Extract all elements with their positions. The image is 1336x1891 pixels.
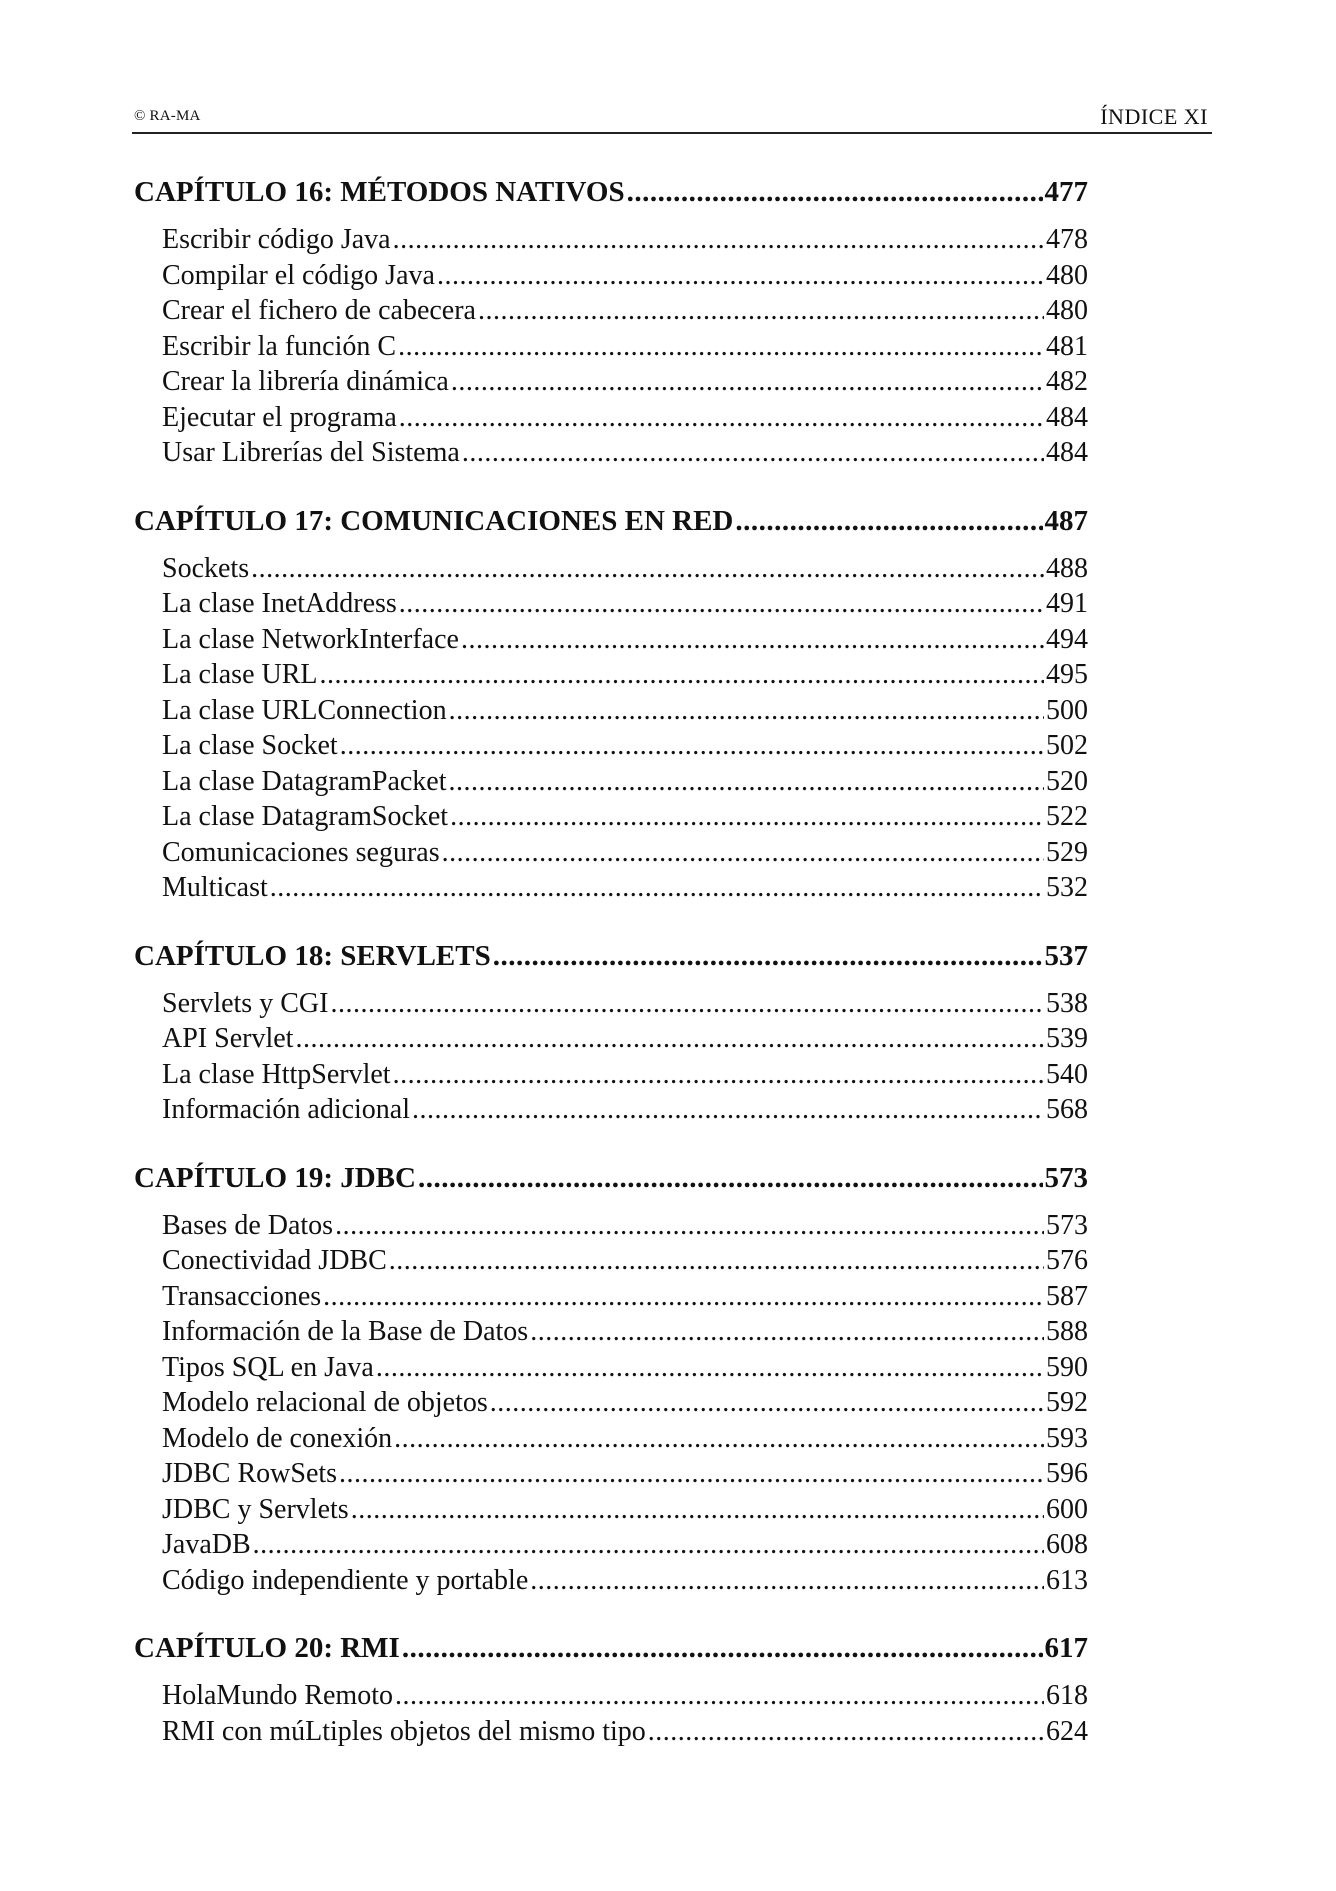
toc-entry[interactable] bbox=[162, 728, 1088, 764]
entry-title: API Servlet bbox=[162, 1023, 294, 1054]
chapter-section bbox=[134, 936, 1088, 1128]
toc-entry[interactable] bbox=[162, 435, 1088, 471]
chapter-section bbox=[134, 1158, 1088, 1599]
chapter-section bbox=[134, 1628, 1088, 1749]
toc-entry[interactable] bbox=[162, 835, 1088, 871]
toc-entry[interactable] bbox=[162, 1021, 1088, 1057]
dot-leader bbox=[402, 1628, 1043, 1668]
entry-page-number: 480 bbox=[1046, 295, 1088, 326]
entry-title: Sockets bbox=[162, 552, 250, 584]
toc-entry[interactable] bbox=[162, 870, 1088, 906]
entry-page-number: 480 bbox=[1046, 259, 1088, 291]
toc-entry[interactable] bbox=[162, 1385, 1088, 1421]
chapter-page-number: 617 bbox=[1044, 1632, 1088, 1664]
entry-page-number: 624 bbox=[1046, 1715, 1088, 1747]
entry-title: Crear la librería dinámica bbox=[162, 366, 449, 397]
entry-title: Transacciones bbox=[162, 1280, 322, 1312]
entry-title: Información de la Base de Datos bbox=[162, 1316, 529, 1347]
toc-entry[interactable] bbox=[162, 693, 1088, 729]
toc-entry[interactable] bbox=[162, 1243, 1088, 1279]
dot-leader bbox=[412, 1092, 1044, 1128]
running-title: ÍNDICE XI bbox=[1100, 104, 1208, 129]
dot-leader bbox=[253, 1527, 1044, 1563]
entry-page-number: 522 bbox=[1046, 801, 1088, 832]
chapter-heading[interactable] bbox=[134, 172, 1088, 212]
entry-page-number: 592 bbox=[1046, 1387, 1088, 1418]
dot-leader bbox=[398, 329, 1044, 365]
entry-page-number: 495 bbox=[1046, 659, 1088, 690]
entry-title: Conectividad JDBC bbox=[162, 1245, 387, 1276]
entry-title: Escribir código Java bbox=[162, 224, 391, 255]
entry-page-number: 484 bbox=[1046, 437, 1088, 468]
entry-page-number: 613 bbox=[1046, 1564, 1088, 1596]
toc-entry[interactable] bbox=[162, 586, 1088, 622]
entry-page-number: 539 bbox=[1046, 1023, 1088, 1054]
toc-entry[interactable] bbox=[162, 1208, 1088, 1244]
chapter-heading[interactable] bbox=[134, 1628, 1088, 1668]
chapter-page-number: 573 bbox=[1044, 1161, 1088, 1194]
entry-page-number: 500 bbox=[1046, 694, 1088, 726]
chapter-title: CAPÍTULO 16: MÉTODOS NATIVOS bbox=[134, 176, 625, 208]
entry-page-number: 482 bbox=[1046, 366, 1088, 397]
dot-leader bbox=[330, 986, 1044, 1022]
entry-title: Comunicaciones seguras bbox=[162, 836, 440, 868]
entry-title: Bases de Datos bbox=[162, 1209, 334, 1241]
dot-leader bbox=[399, 586, 1044, 622]
entry-page-number: 484 bbox=[1046, 401, 1088, 433]
entry-page-number: 502 bbox=[1046, 730, 1088, 761]
entry-title: Usar Librerías del Sistema bbox=[162, 437, 460, 468]
dot-leader bbox=[451, 364, 1044, 400]
dot-leader bbox=[335, 1208, 1044, 1244]
entry-title: Tipos SQL en Java bbox=[162, 1351, 374, 1383]
toc-entry[interactable] bbox=[162, 1350, 1088, 1386]
dot-leader bbox=[627, 172, 1043, 212]
dot-leader bbox=[418, 1158, 1043, 1198]
toc-entry[interactable] bbox=[162, 293, 1088, 329]
dot-leader bbox=[461, 622, 1044, 658]
entry-page-number: 494 bbox=[1046, 623, 1088, 655]
chapter-section bbox=[134, 172, 1088, 471]
dot-leader bbox=[493, 936, 1043, 976]
dot-leader bbox=[449, 764, 1044, 800]
toc-entry[interactable] bbox=[162, 258, 1088, 294]
dot-leader bbox=[251, 551, 1044, 587]
entry-title: La clase URL bbox=[162, 659, 318, 690]
dot-leader bbox=[399, 400, 1044, 436]
entry-page-number: 529 bbox=[1046, 836, 1088, 868]
entry-title: Servlets y CGI bbox=[162, 987, 329, 1019]
entry-title: Crear el fichero de cabecera bbox=[162, 295, 476, 326]
page-header bbox=[132, 104, 1212, 134]
entry-title: JavaDB bbox=[162, 1529, 251, 1560]
entry-title: Modelo de conexión bbox=[162, 1422, 393, 1454]
toc-entry[interactable] bbox=[162, 1492, 1088, 1528]
dot-leader bbox=[270, 870, 1044, 906]
entry-page-number: 587 bbox=[1046, 1280, 1088, 1312]
toc-entry[interactable] bbox=[162, 657, 1088, 693]
toc-entry[interactable] bbox=[162, 551, 1088, 587]
toc-entry[interactable] bbox=[162, 622, 1088, 658]
publisher-mark: © RA-MA bbox=[134, 108, 201, 124]
entry-page-number: 488 bbox=[1046, 552, 1088, 584]
entry-title: Modelo relacional de objetos bbox=[162, 1387, 488, 1418]
chapter-title: CAPÍTULO 17: COMUNICACIONES EN RED bbox=[134, 504, 734, 537]
chapter-page-number: 487 bbox=[1044, 504, 1088, 537]
chapter-heading[interactable] bbox=[134, 501, 1088, 541]
toc-entry[interactable] bbox=[162, 1092, 1088, 1128]
toc-entry[interactable] bbox=[162, 364, 1088, 400]
dot-leader bbox=[323, 1279, 1044, 1315]
toc-entry[interactable] bbox=[162, 1527, 1088, 1563]
entry-page-number: 576 bbox=[1046, 1245, 1088, 1276]
entry-page-number: 588 bbox=[1046, 1316, 1088, 1347]
chapter-section bbox=[134, 501, 1088, 906]
toc-entry[interactable] bbox=[162, 222, 1088, 258]
entry-page-number: 618 bbox=[1046, 1680, 1088, 1711]
entry-title: Escribir la función C bbox=[162, 330, 397, 362]
toc-entry[interactable] bbox=[162, 1456, 1088, 1492]
entry-title: JDBC RowSets bbox=[162, 1458, 338, 1489]
dot-leader bbox=[530, 1314, 1044, 1350]
dot-leader bbox=[295, 1021, 1044, 1057]
dot-leader bbox=[442, 835, 1044, 871]
entry-page-number: 596 bbox=[1046, 1458, 1088, 1489]
entry-page-number: 593 bbox=[1046, 1422, 1088, 1454]
dot-leader bbox=[735, 501, 1042, 541]
entry-page-number: 520 bbox=[1046, 765, 1088, 797]
entry-page-number: 573 bbox=[1046, 1209, 1088, 1241]
toc-entry[interactable] bbox=[162, 1421, 1088, 1457]
dot-leader bbox=[478, 293, 1044, 329]
chapter-title: CAPÍTULO 18: SERVLETS bbox=[134, 939, 491, 972]
toc-entry[interactable] bbox=[162, 764, 1088, 800]
toc-entry[interactable] bbox=[162, 1678, 1088, 1714]
chapter-heading[interactable] bbox=[134, 936, 1088, 976]
chapter-page-number: 477 bbox=[1044, 176, 1088, 208]
dot-leader bbox=[449, 693, 1044, 729]
entry-page-number: 568 bbox=[1046, 1094, 1088, 1125]
toc-entry[interactable] bbox=[162, 1563, 1088, 1599]
entry-page-number: 478 bbox=[1046, 224, 1088, 255]
entry-title: La clase HttpServlet bbox=[162, 1058, 391, 1090]
dot-leader bbox=[450, 799, 1044, 835]
dot-leader bbox=[462, 435, 1044, 471]
toc-entry[interactable] bbox=[162, 799, 1088, 835]
entry-title: JDBC y Servlets bbox=[162, 1493, 349, 1525]
chapter-title: CAPÍTULO 20: RMI bbox=[134, 1632, 400, 1664]
dot-leader bbox=[393, 222, 1044, 258]
entry-title: Multicast bbox=[162, 872, 268, 903]
dot-leader bbox=[320, 657, 1045, 693]
table-of-contents bbox=[134, 172, 1088, 1779]
dot-leader bbox=[394, 1421, 1044, 1457]
entry-title: Ejecutar el programa bbox=[162, 401, 397, 433]
entry-title: La clase URLConnection bbox=[162, 694, 447, 726]
entry-page-number: 540 bbox=[1046, 1058, 1088, 1090]
chapter-heading[interactable] bbox=[134, 1158, 1088, 1198]
dot-leader bbox=[339, 1456, 1044, 1492]
dot-leader bbox=[351, 1492, 1044, 1528]
entry-title: La clase DatagramSocket bbox=[162, 801, 449, 832]
entry-page-number: 481 bbox=[1046, 330, 1088, 362]
entry-page-number: 491 bbox=[1046, 588, 1088, 619]
chapter-title: CAPÍTULO 19: JDBC bbox=[134, 1161, 416, 1194]
dot-leader bbox=[648, 1714, 1044, 1750]
entry-page-number: 608 bbox=[1046, 1529, 1088, 1560]
dot-leader bbox=[393, 1057, 1044, 1093]
entry-title: RMI con múLtiples objetos del mismo tipo bbox=[162, 1715, 646, 1747]
entry-page-number: 590 bbox=[1046, 1351, 1088, 1383]
entry-title: La clase NetworkInterface bbox=[162, 623, 459, 655]
entry-title: La clase Socket bbox=[162, 730, 338, 761]
toc-entry[interactable] bbox=[162, 329, 1088, 365]
entry-title: HolaMundo Remoto bbox=[162, 1680, 393, 1711]
dot-leader bbox=[490, 1385, 1044, 1421]
entry-title: Código independiente y portable bbox=[162, 1564, 529, 1596]
dot-leader bbox=[376, 1350, 1044, 1386]
toc-entry[interactable] bbox=[162, 1057, 1088, 1093]
entry-page-number: 538 bbox=[1046, 987, 1088, 1019]
entry-page-number: 532 bbox=[1046, 872, 1088, 903]
dot-leader bbox=[530, 1563, 1044, 1599]
entry-title: Información adicional bbox=[162, 1094, 411, 1125]
entry-title: La clase InetAddress bbox=[162, 588, 397, 619]
dot-leader bbox=[437, 258, 1044, 294]
entry-title: Compilar el código Java bbox=[162, 259, 435, 291]
toc-entry[interactable] bbox=[162, 986, 1088, 1022]
toc-entry[interactable] bbox=[162, 1714, 1088, 1750]
entry-title: La clase DatagramPacket bbox=[162, 765, 447, 797]
dot-leader bbox=[395, 1678, 1044, 1714]
dot-leader bbox=[340, 728, 1044, 764]
dot-leader bbox=[389, 1243, 1044, 1279]
toc-entry[interactable] bbox=[162, 1314, 1088, 1350]
entry-page-number: 600 bbox=[1046, 1493, 1088, 1525]
toc-entry[interactable] bbox=[162, 400, 1088, 436]
chapter-page-number: 537 bbox=[1044, 939, 1088, 972]
toc-entry[interactable] bbox=[162, 1279, 1088, 1315]
